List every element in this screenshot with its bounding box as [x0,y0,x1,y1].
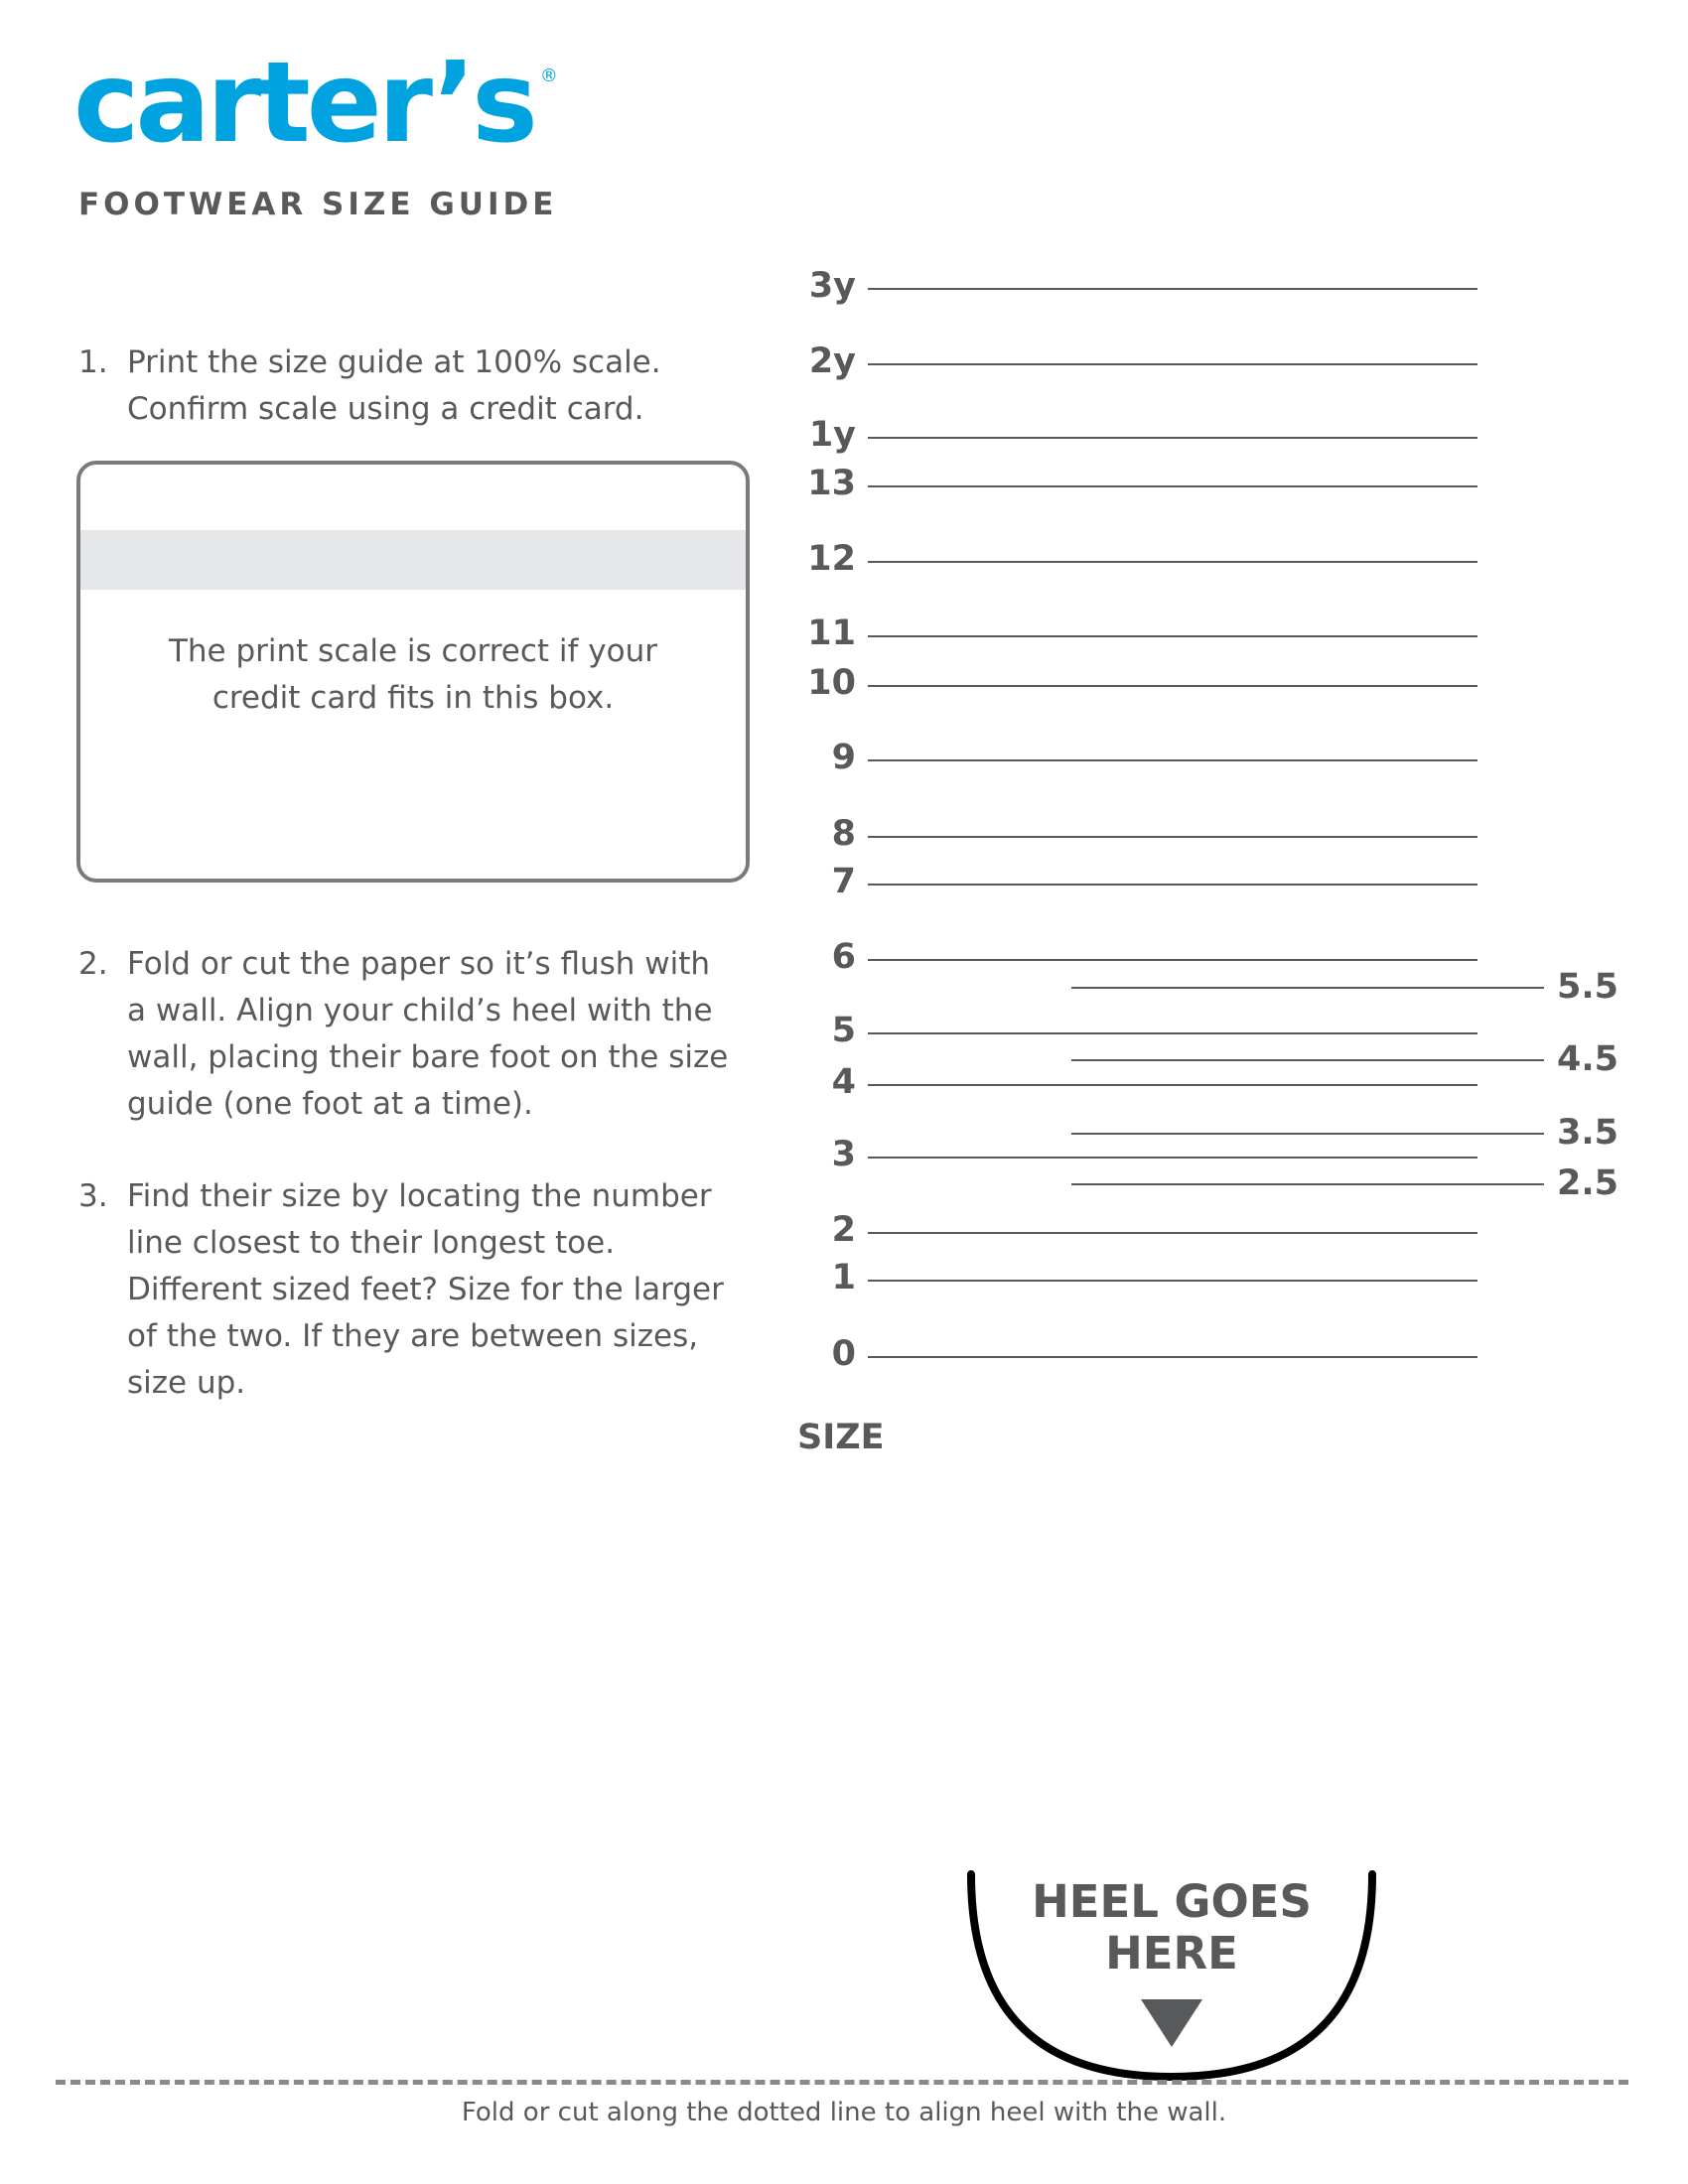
step-number: 1. [78,344,108,380]
half-size-label: 5.5 [1557,967,1619,1007]
size-label: 0 [831,1334,856,1374]
step-number: 3. [78,1178,108,1214]
credit-card-box [76,461,750,883]
size-line-0 [868,1356,1477,1358]
size-label: 2 [831,1210,856,1250]
half-size-line-2.5 [1071,1183,1544,1185]
step-text: Print the size guide at 100% scale. Confirm scale using a credit card. [127,344,661,427]
down-arrow-icon [1141,1999,1202,2047]
size-label: 12 [807,539,856,579]
size-label: 3y [808,266,856,306]
size-label: 1 [831,1258,856,1297]
size-line-1y [868,437,1477,439]
size-axis-label: SIZE [797,1418,885,1457]
size-line-7 [868,884,1477,886]
size-line-12 [868,561,1477,563]
size-line-8 [868,836,1477,838]
step-text: Find their size by locating the number line closest to their longest toe. Different sized feet? Size for the larger of the two. If they are between sizes, size up. [127,1178,724,1401]
size-line-6 [868,959,1477,961]
size-label: 7 [831,862,856,901]
half-size-line-3.5 [1071,1133,1544,1135]
half-size-line-4.5 [1071,1059,1544,1061]
logo-text: carter’s [73,39,534,168]
carters-logo [73,39,558,168]
size-label: 9 [831,738,856,777]
size-label: 2y [808,341,856,381]
size-line-3 [868,1157,1477,1159]
step-1 [78,340,754,433]
step-number: 2. [78,946,108,982]
size-label: 8 [831,814,856,854]
page-title: FOOTWEAR SIZE GUIDE [78,187,558,222]
size-line-10 [868,685,1477,687]
size-line-4 [868,1084,1477,1086]
step-2 [78,941,754,1128]
step-3 [78,1173,754,1407]
size-label: 10 [807,663,856,703]
size-line-2y [868,363,1477,365]
half-size-line-5.5 [1071,987,1544,989]
size-label: 5 [831,1011,856,1050]
size-line-3y [868,288,1477,290]
card-box-text: The print scale is correct if your credit card fits in this box. [168,633,658,716]
fold-dotted-line [56,2080,1628,2085]
footer-instruction: Fold or cut along the dotted line to align heel with the wall. [461,2098,1227,2127]
half-size-label: 4.5 [1557,1039,1619,1079]
heel-goes-here-label: HEEL GOES HERE [1032,1875,1312,1979]
size-line-9 [868,759,1477,761]
size-line-11 [868,635,1477,637]
card-magstripe [80,530,746,590]
half-size-label: 3.5 [1557,1113,1619,1153]
size-label: 13 [807,464,856,503]
size-line-1 [868,1280,1477,1282]
size-label: 11 [807,614,856,653]
size-label: 4 [831,1062,856,1102]
size-label: 3 [831,1135,856,1174]
size-label: 1y [808,415,856,455]
size-label: 6 [831,937,856,977]
step-text: Fold or cut the paper so it’s flush with a wall. Align your child’s heel with the wall, placing their bare foot on the size guide (one foot at a time). [127,946,729,1122]
size-line-2 [868,1232,1477,1234]
size-line-13 [868,485,1477,487]
half-size-label: 2.5 [1557,1163,1619,1203]
size-line-5 [868,1032,1477,1034]
registered-mark: ® [539,66,558,86]
